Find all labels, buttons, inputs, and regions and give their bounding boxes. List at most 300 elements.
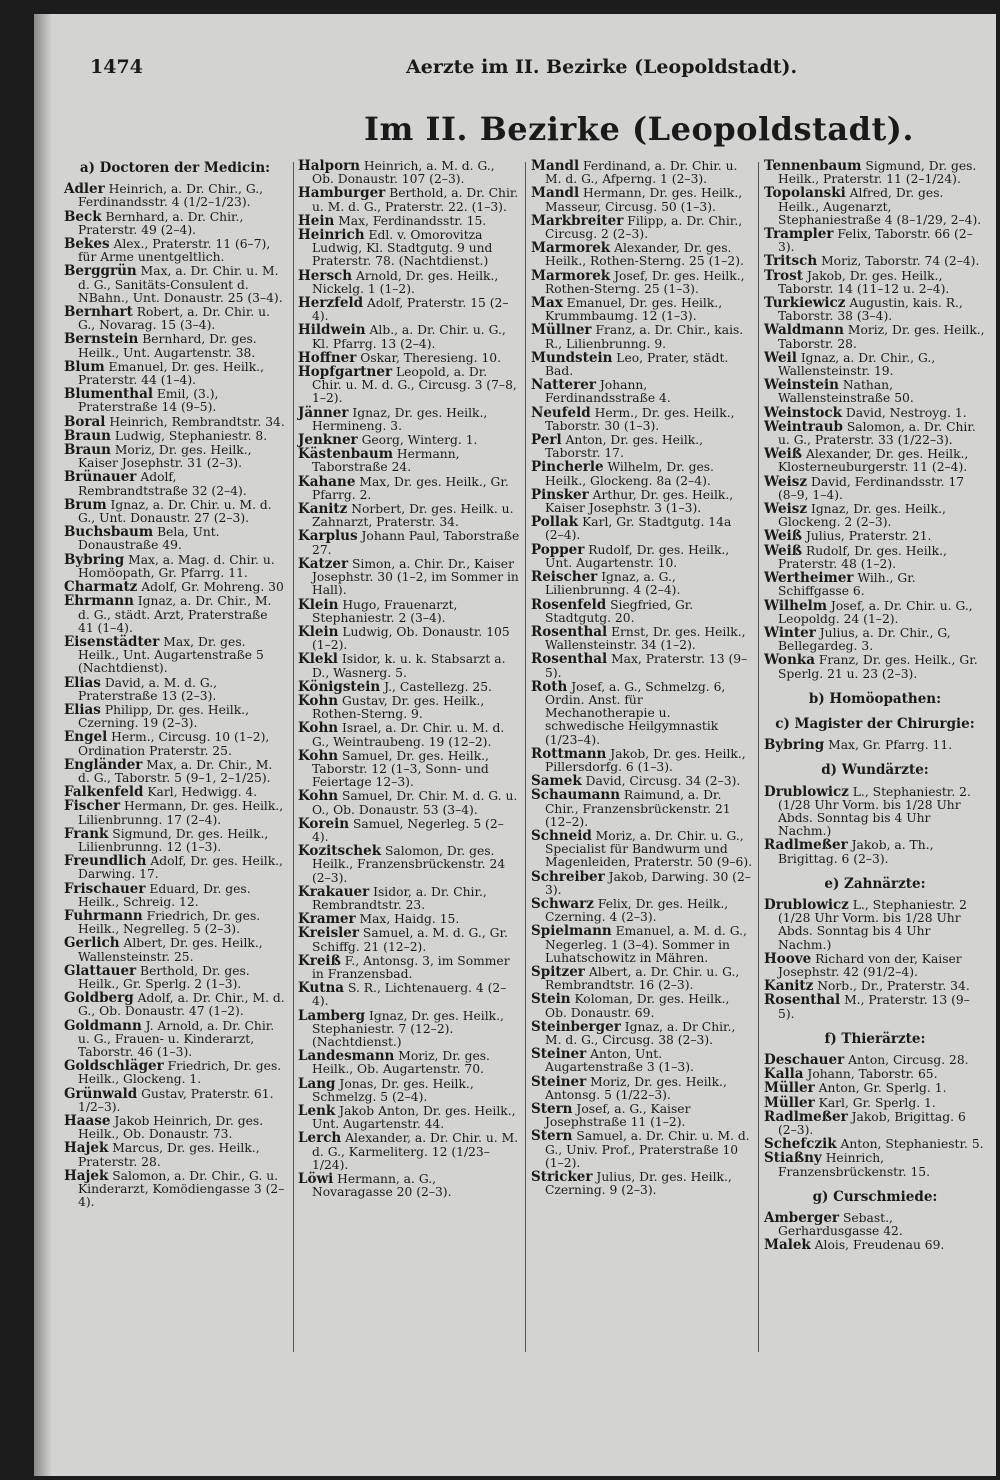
entry-name: Korein: [298, 815, 350, 832]
entry-details: Adolf, Dr. ges. Heilk., Darwing. 17.: [78, 854, 283, 882]
directory-entry: [764, 267, 986, 296]
entry-details: Salomon, Dr. ges. Heilk., Franzensbrückenstr. 24 (2–3).: [312, 844, 506, 885]
directory-entry: [531, 1130, 753, 1170]
entry-details: Felix, Dr. ges. Heilk., Czerning. 4 (2–3).: [545, 896, 729, 925]
directory-entry: [64, 1142, 286, 1168]
entry-details: Ignaz, a. Dr. Chir., G., Wallensteinstr. 19.: [778, 350, 936, 379]
directory-entry: [64, 731, 286, 757]
entry-name: Hein: [298, 212, 335, 229]
directory-entry: [764, 160, 986, 186]
entry-details: Moriz, Dr. ges. Heilk., Kaiser Josephstr. 31 (2–3).: [78, 443, 252, 471]
directory-entry: [764, 994, 986, 1020]
entry-details: Isidor, k. u. k. Stabsarzt a. D., Wasnerg. 5.: [312, 652, 506, 680]
entry-name: Engel: [64, 729, 108, 746]
entry-details: Norbert, Dr. ges. Heilk. u. Zahnarzt, Praterstr. 34.: [312, 502, 514, 530]
entry-name: Löwi: [298, 1171, 334, 1188]
entry-name: Adler: [64, 181, 105, 198]
entry-details: Adolf, Praterstr. 15 (2–4).: [312, 296, 509, 324]
directory-entry: [64, 358, 286, 388]
entry-name: Kohn: [298, 692, 339, 709]
directory-entry: [64, 1167, 286, 1210]
entry-details: Ignaz, Dr. ges. Heilk., Stephaniestr. 7 (12–2). (Nachtdienst.): [312, 1008, 504, 1049]
entry-details: Alex., Praterstr. 11 (6–7), für Arme unentgeltlich.: [78, 237, 271, 265]
directory-entry: [764, 572, 986, 598]
entry-details: Josef, Dr. ges. Heilk., Rothen-Sterng. 25 (1–3).: [545, 268, 745, 296]
directory-entry: [764, 187, 986, 227]
entry-details: Ignaz, Dr. ges. Heilk., Glockeng. 2 (2–3).: [778, 502, 946, 530]
entry-name: Müllner: [531, 322, 592, 339]
directory-entry: [531, 1171, 753, 1197]
directory-entry: [64, 333, 286, 359]
entry-details: Jakob, a. Th., Brigittag. 6 (2–3).: [778, 838, 934, 866]
entry-details: Jonas, Dr. ges. Heilk., Schmelzg. 5 (2–4).: [312, 1076, 474, 1104]
directory-entry: [764, 839, 986, 865]
entry-name: Grünwald: [64, 1085, 138, 1102]
entry-details: Felix, Taborstr. 66 (2–3).: [778, 227, 973, 255]
directory-entry: [298, 692, 520, 722]
directory-page: [34, 14, 996, 1476]
entry-details: Emanuel, Dr. ges. Heilk., Praterstr. 44 (1–4).: [78, 359, 265, 388]
directory-entry: [764, 950, 986, 979]
entry-details: J., Castellezg. 25.: [380, 679, 492, 694]
entry-details: Arnold, Dr. ges. Heilk., Nickelg. 1 (1–2).: [312, 268, 499, 296]
entry-name: Haase: [64, 1113, 111, 1130]
entry-name: Kästenbaum: [298, 446, 394, 463]
entry-name: Weil: [764, 349, 797, 366]
entry-name: Boral: [64, 413, 106, 430]
entry-name: Hoffner: [298, 349, 357, 366]
directory-entry: [298, 1105, 520, 1131]
entry-name: Pinsker: [531, 486, 589, 503]
entry-details: Samuel, a. M. d. G., Gr. Schiffg. 21 (12–2).: [312, 926, 508, 954]
entry-details: Edl. v. Omorovitza Ludwig, Kl. Stadtgutg. 9 und Praterstr. 78. (Nachtdienst.): [312, 228, 493, 269]
entry-details: Georg, Winterg. 1.: [357, 433, 478, 448]
entry-details: David, Nestroyg. 1.: [842, 405, 967, 420]
entry-name: Mundstein: [531, 349, 613, 366]
entry-name: Bekes: [64, 236, 110, 253]
entry-details: Moriz, Dr. ges. Heilk., Ob. Augartenstr. 70.: [312, 1049, 490, 1077]
directory-entry: [64, 633, 286, 676]
directory-entry: [764, 448, 986, 474]
entry-details: Filipp, a. Dr. Chir., Circusg. 2 (2–3).: [545, 213, 743, 242]
entry-name: Steiner: [531, 1073, 587, 1090]
entry-name: Blum: [64, 358, 105, 375]
entry-details: Alexander, Dr. ges. Heilk., Rothen-Sterng. 25 (1–2).: [545, 241, 744, 269]
directory-entry: [531, 516, 753, 542]
directory-entry: [64, 1017, 286, 1060]
directory-entry: [298, 815, 520, 844]
entry-details: Samuel, Negerleg. 5 (2–4).: [312, 816, 504, 844]
entry-name: Stern: [531, 1101, 573, 1118]
entry-details: Hugo, Frauenarzt, Stephaniestr. 2 (3–4).: [312, 597, 458, 625]
column-rule: [758, 162, 759, 1352]
entry-details: Sebast., Gerhardusgasse 42.: [778, 1211, 903, 1239]
directory-entry: [531, 678, 753, 747]
entry-details: Rudolf, Dr. ges. Heilk., Unt. Augartenstr. 10.: [545, 542, 730, 570]
directory-entry: [64, 880, 286, 909]
entry-details: Philipp, Dr. ges. Heilk., Czerning. 19 (2–3).: [78, 702, 249, 731]
entry-details: Josef, a. G., Kaiser Josephstraße 11 (1–2).: [545, 1102, 691, 1130]
directory-entry: [64, 183, 286, 209]
entry-name: Weintraub: [764, 418, 843, 435]
directory-entry: [531, 1048, 753, 1074]
entry-name: Drublowicz: [764, 896, 849, 913]
entry-name: Rosenfeld: [531, 596, 607, 613]
entry-name: Weinstock: [764, 404, 843, 421]
entry-name: Markbreiter: [531, 212, 624, 229]
directory-entry: [298, 982, 520, 1008]
page-title: Im II. Bezirke (Leopoldstadt).: [364, 110, 915, 148]
entry-name: Steinberger: [531, 1018, 621, 1035]
entry-name: Kohn: [298, 788, 339, 805]
entry-details: Ignaz, a. Dr Chir., M. d. G., Circusg. 38 (2–3).: [545, 1019, 736, 1047]
entry-name: Wilhelm: [764, 597, 827, 614]
entry-name: Kanitz: [298, 501, 348, 518]
directory-entry: [531, 434, 753, 460]
entry-name: Radlmeßer: [764, 1108, 848, 1125]
entry-details: Koloman, Dr. ges. Heilk., Ob. Donaustr. 69.: [545, 992, 730, 1020]
directory-entry: [298, 722, 520, 748]
directory-entry: [764, 542, 986, 571]
entry-details: Max, Praterstr. 13 (9–5).: [545, 652, 748, 680]
entry-name: Lenk: [298, 1103, 336, 1120]
directory-entry: [531, 963, 753, 993]
directory-entry: [298, 1173, 520, 1199]
directory-entry: [298, 448, 520, 474]
entry-name: Kanitz: [764, 978, 814, 995]
entry-details: Julius, Dr. ges. Heilk., Czerning. 9 (2–3).: [545, 1170, 732, 1198]
entry-details: Marcus, Dr. ges. Heilk., Praterstr. 28.: [78, 1141, 260, 1169]
entry-name: Buchsbaum: [64, 524, 154, 541]
entry-details: F., Antonsg. 3, im Sommer in Franzensbad.: [312, 953, 510, 981]
entry-details: Friedrich, Dr. ges. Heilk., Glockeng. 1.: [78, 1059, 282, 1087]
entry-details: Ignaz, Dr. ges. Heilk., Hermineng. 3.: [312, 405, 488, 433]
directory-entry: [531, 379, 753, 405]
directory-entry: [764, 1239, 986, 1252]
entry-details: J. Arnold, a. Dr. Chir. u. G., Frauen- u. Kinderarzt, Taborstr. 46 (1–3).: [78, 1018, 275, 1059]
directory-entry: [298, 883, 520, 912]
entry-details: S. R., Lichtenauerg. 4 (2–4).: [312, 981, 507, 1009]
directory-entry: [764, 597, 986, 626]
directory-entry: [531, 242, 753, 268]
directory-entry: [64, 526, 286, 552]
entry-details: Heinrich, a. M. d. G., Ob. Donaustr. 107 (2–3).: [312, 159, 495, 187]
entry-details: Sigmund, Dr. ges. Heilk., Praterstr. 11 (2–1/24).: [778, 159, 977, 187]
directory-entry: [64, 388, 286, 414]
directory-entry: [298, 845, 520, 885]
directory-entry: [298, 187, 520, 213]
entry-details: Max, Dr. ges. Heilk., Gr. Pfarrg. 2.: [312, 474, 509, 502]
entry-details: Josef, a. Dr. Chir. u. G., Leopoldg. 24 (1–2).: [778, 598, 973, 626]
entry-details: Norb., Dr., Praterstr. 34.: [813, 979, 970, 994]
entry-name: Kohn: [298, 720, 339, 737]
directory-entry: [298, 596, 520, 625]
entry-details: Jakob, Brigittag. 6 (2–3).: [778, 1109, 966, 1137]
entry-details: Friedrich, Dr. ges. Heilk., Negrelleg. 5 (2–3).: [78, 908, 261, 937]
entry-details: Franz, Dr. ges. Heilk., Gr. Sperlg. 21 u. 23 (2–3).: [778, 653, 978, 681]
entry-details: Jakob, Dr. ges. Heilk., Pillersdorfg. 6 (1–3).: [545, 746, 746, 774]
entry-details: Gustav, Dr. ges. Heilk., Rothen-Sterng. 9.: [312, 693, 485, 722]
entry-details: Ferdinand, a. Dr. Chir. u. M. d. G., Afperng. 1 (2–3).: [545, 159, 738, 187]
entry-name: Rosenthal: [531, 651, 608, 668]
entry-name: Tennenbaum: [764, 158, 862, 174]
entry-name: Landesmann: [298, 1048, 395, 1065]
directory-entry: [298, 747, 520, 790]
entry-details: Berthold, Dr. ges. Heilk., Gr. Sperlg. 2 (1–3).: [78, 963, 250, 991]
entry-name: Rosenthal: [764, 992, 841, 1009]
entry-details: Samuel, a. Dr. Chir. u. M. d. G., Univ. Prof., Praterstraße 10 (1–2).: [545, 1129, 750, 1170]
entry-details: Heinrich, a. Dr. Chir., G., Ferdinandsstr. 4 (1/2–1/23).: [78, 182, 264, 210]
section-heading: g) Curschmiede:: [812, 1188, 938, 1205]
directory-entry: [64, 551, 286, 580]
entry-name: Pollak: [531, 514, 579, 531]
entry-details: Max, Ferdinandsstr. 15.: [334, 213, 487, 228]
entry-details: Arthur, Dr. ges. Heilk., Kaiser Josephstr. 3 (1–3).: [545, 487, 734, 516]
entry-name: Kramer: [298, 911, 356, 928]
entry-details: Bernhard, Dr. ges. Heilk., Unt. Augartenstr. 38.: [78, 332, 257, 360]
entry-details: Karl, Hedwigg. 4.: [143, 785, 258, 800]
entry-name: Braun: [64, 442, 111, 459]
directory-entry: [298, 229, 520, 269]
entry-name: Fuhrmann: [64, 907, 143, 924]
entry-name: Frischauer: [64, 880, 146, 897]
entry-details: Hermann, Dr. ges. Heilk., Lilienbrunng. 17 (2–4).: [78, 799, 284, 827]
entry-details: Anton, Circusg. 28.: [844, 1052, 969, 1067]
entry-name: Rottmann: [531, 745, 607, 762]
directory-entry: [64, 444, 286, 470]
entry-name: Weisz: [764, 473, 808, 490]
section-heading: a) Doctoren der Medicin:: [79, 160, 271, 176]
entry-name: Hersch: [298, 267, 353, 284]
directory-entry: [64, 1085, 286, 1114]
directory-entry: [64, 992, 286, 1018]
directory-entry: [531, 745, 753, 774]
entry-details: Emil, (3.), Praterstraße 14 (9–5).: [78, 387, 219, 415]
directory-entry: [298, 160, 520, 186]
directory-entry: [531, 895, 753, 925]
directory-entry: [64, 595, 286, 635]
directory-entry: [64, 1115, 286, 1141]
directory-entry: [764, 297, 986, 323]
entry-details: Alexander, a. Dr. Chir. u. M. d. G., Karmeliterg. 12 (1/23–1/24).: [312, 1131, 519, 1172]
directory-entry: [298, 530, 520, 556]
entry-details: Moriz, Taborstr. 74 (2–4).: [817, 254, 980, 269]
directory-entry: [298, 324, 520, 350]
column-1: [64, 160, 286, 1210]
entry-name: Stein: [531, 991, 571, 1008]
directory-entry: [764, 896, 986, 952]
entry-details: Max, Dr. ges. Heilk., Unt. Augartenstraße 5 (Nachtdienst).: [78, 634, 264, 676]
directory-entry: [64, 306, 286, 332]
entry-details: Emanuel, Dr. ges. Heilk., Krummbaumg. 12 (1–3).: [545, 296, 723, 324]
entry-name: Fischer: [64, 798, 121, 815]
entry-details: Max, a. Dr. Chir. u. M. d. G., Sanitäts-Consulent d. NBahn., Unt. Donaustr. 25 (3–4).: [78, 264, 283, 305]
running-header: Aerzte im II. Bezirke (Leopoldstadt).: [406, 56, 798, 78]
entry-details: Moriz, Dr. ges. Heilk., Antonsg. 5 (1/22–3).: [545, 1074, 727, 1102]
entry-name: Popper: [531, 541, 585, 558]
entry-details: Ignaz, a. Dr. Chir., M. d. G., städt. Arzt, Praterstraße 41 (1–4).: [78, 594, 272, 635]
directory-entry: [531, 297, 753, 323]
entry-name: Deschauer: [764, 1051, 845, 1068]
directory-entry: [64, 1060, 286, 1086]
entry-name: Roth: [531, 678, 568, 695]
entry-name: Mandl: [531, 185, 580, 202]
entry-name: Marmorek: [531, 240, 611, 257]
entry-details: Alfred, Dr. ges. Heilk., Augenarzt, Stephaniestraße 4 (8–1/29, 2–4).: [778, 186, 982, 227]
entry-name: Neufeld: [531, 404, 591, 421]
directory-entry: [298, 1075, 520, 1104]
entry-name: Topolanski: [764, 185, 846, 202]
entry-details: Anton, Gr. Sperlg. 1.: [814, 1081, 947, 1096]
entry-details: Sigmund, Dr. ges. Heilk., Lilienbrunng. 12 (1–3).: [78, 826, 269, 854]
directory-entry: [298, 952, 520, 981]
entry-details: Alb., a. Dr. Chir. u. G., Kl. Pfarrg. 13 (2–4).: [312, 323, 506, 351]
directory-entry: [531, 1073, 753, 1102]
entry-name: Bernstein: [64, 331, 139, 348]
entry-details: Israel, a. Dr. Chir. u. M. d. G., Weintraubeng. 19 (12–2).: [312, 721, 505, 749]
entry-details: Nathan, Wallensteinstraße 50.: [778, 378, 914, 406]
entry-details: Albert, a. Dr. Chir. u. G., Rembrandtstr. 16 (2–3).: [545, 964, 740, 993]
directory-entry: [531, 993, 753, 1019]
directory-entry: [64, 701, 286, 731]
entry-details: Oskar, Theresieng. 10.: [356, 350, 502, 365]
entry-details: Augustin, kais. R., Taborstr. 38 (3–4).: [778, 296, 963, 324]
directory-entry: [298, 267, 520, 296]
entry-details: Franz, a. Dr. Chir., kais. R., Lilienbrunng. 9.: [545, 323, 744, 351]
entry-name: Bernhart: [64, 304, 133, 321]
entry-details: L., Stephaniestr. 2. (1/28 Uhr Vorm. bis 1/28 Uhr Abds. Sonntag bis 4 Uhr Nachm.): [778, 784, 971, 839]
entry-name: Engländer: [64, 756, 143, 773]
directory-entry: [64, 855, 286, 881]
entry-details: Anton, Dr. ges. Heilk., Taborstr. 17.: [545, 433, 704, 461]
directory-entry: [298, 1007, 520, 1050]
entry-details: Alexander, Dr. ges. Heilk., Klosterneuburgerstr. 11 (2–4).: [778, 447, 969, 475]
entry-name: Bybring: [64, 551, 125, 568]
entry-name: Stiaßny: [764, 1150, 822, 1167]
entry-name: Kahane: [298, 473, 356, 490]
directory-entry: [298, 653, 520, 679]
directory-entry: [531, 1018, 753, 1047]
entry-name: Kohn: [298, 747, 339, 764]
directory-entry: [531, 324, 753, 350]
binding-shadow: [34, 14, 52, 1476]
directory-entry: [764, 1108, 986, 1137]
entry-details: Ludwig, Stephaniestr. 8.: [110, 428, 268, 443]
entry-details: Moriz, a. Dr. Chir. u. G., Specialist für Bandwurm und Magenleiden, Praterstr. 50 (9–6).: [545, 828, 753, 870]
entry-name: Hajek: [64, 1167, 109, 1184]
entry-details: Samuel, Dr. Chir. M. d. G. u. O., Ob. Donaustr. 53 (3–4).: [312, 789, 518, 817]
entry-name: Klein: [298, 623, 339, 640]
directory-entry: [531, 349, 753, 379]
directory-entry: [531, 404, 753, 433]
directory-entry: [764, 228, 986, 254]
entry-details: Alois, Freudenau 69.: [810, 1238, 945, 1253]
entry-details: Karl, Gr. Stadtgutg. 14a (2–4).: [545, 515, 732, 543]
directory-entry: [64, 800, 286, 826]
directory-entry: [64, 265, 286, 305]
entry-name: Berggrün: [64, 263, 137, 280]
entry-name: Klein: [298, 596, 339, 613]
entry-name: Glattauer: [64, 962, 137, 979]
entry-name: Beck: [64, 208, 102, 225]
entry-name: Jänner: [298, 404, 349, 421]
directory-entry: [298, 404, 520, 433]
entry-details: L., Stephaniestr. 2 (1/28 Uhr Vorm. bis 1/28 Uhr Abds. Sonntag bis 4 Uhr Nachm.): [778, 897, 967, 952]
column-2: [298, 160, 520, 1200]
entry-name: Braun: [64, 427, 111, 444]
entry-name: Hildwein: [298, 322, 366, 339]
directory-entry: [64, 756, 286, 785]
directory-entry: [298, 927, 520, 953]
entry-name: Weiß: [764, 528, 803, 545]
entry-details: Wilh., Gr. Schiffgasse 6.: [778, 571, 916, 599]
entry-name: Klekl: [298, 651, 338, 668]
entry-details: M., Praterstr. 13 (9–5).: [778, 993, 970, 1021]
column-rule: [293, 162, 294, 1352]
entry-details: Johann, Ferdinandsstraße 4.: [545, 378, 671, 406]
entry-name: Natterer: [531, 377, 596, 394]
directory-entry: [531, 160, 753, 186]
entry-name: Bybring: [764, 737, 825, 754]
directory-entry: [298, 503, 520, 529]
entry-name: Halporn: [298, 158, 361, 174]
entry-details: Berthold, a. Dr. Chir. u. M. d. G., Praterstr. 22. (1–3).: [312, 186, 519, 214]
directory-entry: [764, 349, 986, 379]
directory-entry: [531, 571, 753, 597]
entry-name: Weiß: [764, 446, 803, 463]
directory-entry: [298, 1050, 520, 1076]
entry-name: Eisenstädter: [64, 633, 160, 650]
entry-details: Isidor, a. Dr. Chir., Rembrandtstr. 23.: [312, 884, 487, 912]
directory-entry: [764, 739, 986, 752]
section-heading: f) Thierärzte:: [824, 1030, 926, 1047]
entry-name: Samek: [531, 773, 582, 790]
directory-entry: [298, 623, 520, 653]
entry-details: Ernst, Dr. ges. Heilk., Wallensteinstr. 34 (1–2).: [545, 624, 746, 653]
entry-details: Ludwig, Ob. Donaustr. 105 (1–2).: [312, 624, 510, 653]
entry-name: Wonka: [764, 652, 815, 669]
entry-details: Max, a. Mag. d. Chir. u. Homöopath, Gr. Pfarrg. 11.: [78, 552, 275, 580]
entry-details: Anton, Stephaniestr. 5.: [836, 1137, 984, 1152]
entry-details: Ignaz, a. Dr. Chir. u. M. d. G., Unt. Donaustr. 27 (2–3).: [78, 497, 272, 526]
entry-name: Spitzer: [531, 963, 585, 980]
entry-details: Adolf, Rembrandtstraße 32 (2–4).: [78, 470, 247, 498]
entry-name: Müller: [764, 1094, 815, 1111]
directory-entry: [531, 267, 753, 296]
entry-name: Kreisler: [298, 925, 359, 942]
directory-entry: [298, 473, 520, 502]
directory-entry: [298, 297, 520, 323]
directory-entry: [64, 208, 286, 237]
entry-name: Stricker: [531, 1169, 593, 1186]
entry-name: Heinrich: [298, 227, 365, 244]
entry-name: Drublowicz: [764, 783, 849, 800]
entry-name: Amberger: [764, 1210, 840, 1227]
entry-name: Wertheimer: [764, 570, 854, 587]
entry-details: Hermann, Dr. ges. Heilk., Masseur, Circusg. 50 (1–3).: [545, 186, 743, 214]
directory-entry: [531, 827, 753, 870]
entry-name: Ehrmann: [64, 593, 134, 610]
entry-name: Blumenthal: [64, 386, 153, 403]
entry-name: Kutna: [298, 980, 345, 997]
entry-details: David, Circusg. 34 (2–3).: [581, 774, 741, 789]
entry-name: Radlmeßer: [764, 837, 848, 854]
directory-entry: [298, 555, 520, 598]
entry-details: Max, a. Dr. Chir., M. d. G., Taborstr. 5 (9–1, 2–1/25).: [78, 757, 273, 785]
entry-details: Moriz, Dr. ges. Heilk., Taborstr. 28.: [778, 323, 985, 351]
entry-name: Falkenfeld: [64, 784, 144, 801]
section-heading: d) Wundärzte:: [821, 762, 929, 779]
